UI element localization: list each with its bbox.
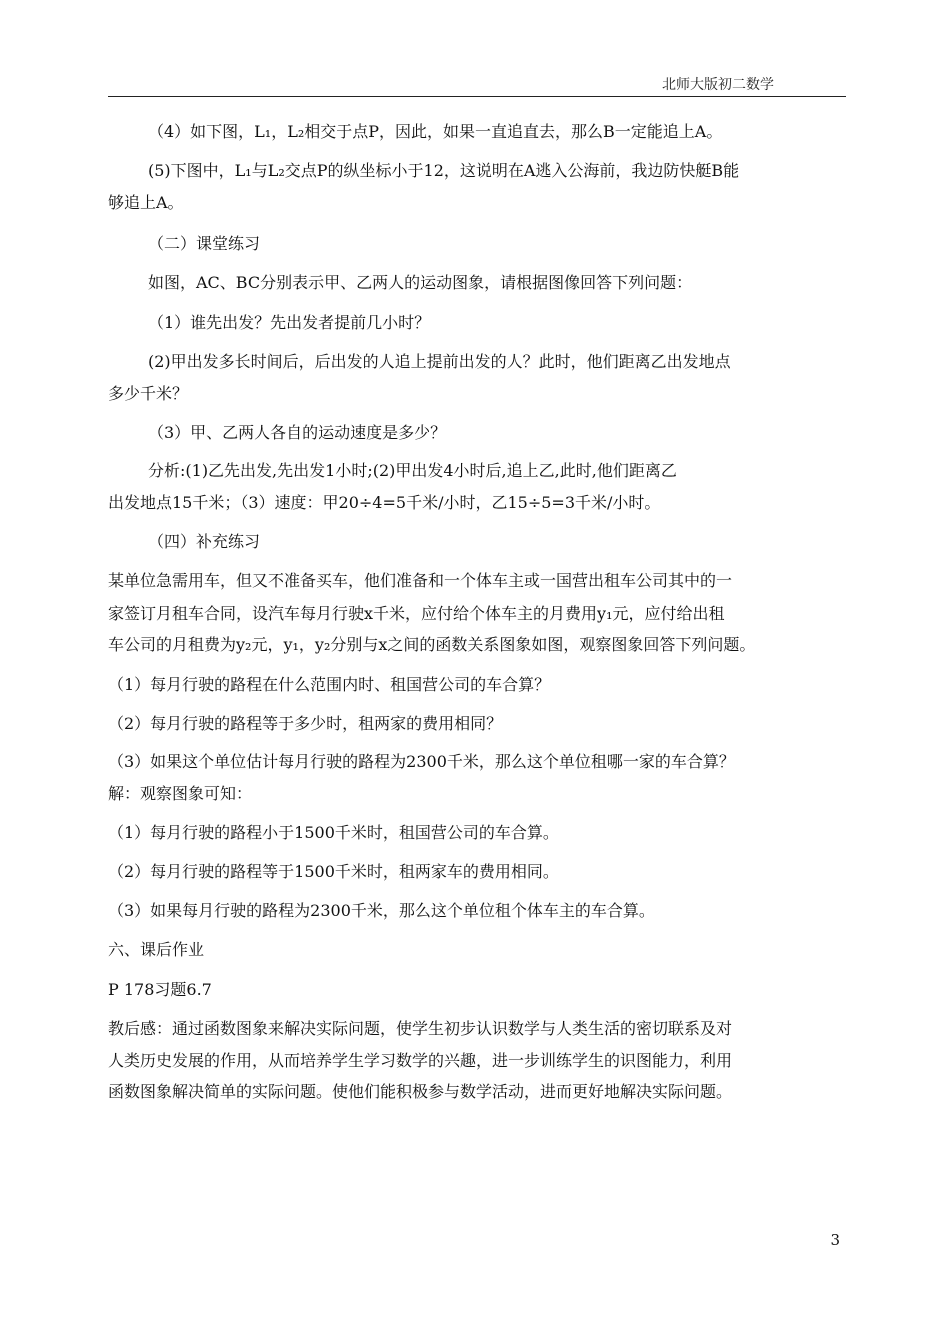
header-title: 北师大版初二数学 [662,77,774,93]
paragraph-line: 某单位急需用车，但又不准备买车，他们准备和一个体车主或一国营出租车公司其中的一 [108,571,733,590]
question-line: （3）甲、乙两人各自的运动速度是多少？ [148,423,447,442]
answer-line: （3）如果每月行驶的路程为2300千米，那么这个单位租个体车主的车合算。 [108,901,655,920]
paragraph-line: 家签订月租车合同，设汽车每月行驶x千米，应付给个体车主的月费用y₁元，应付给出租 [108,604,725,623]
section-heading: （四）补充练习 [148,532,261,551]
question-line: （1）每月行驶的路程在什么范围内时、租国营公司的车合算？ [108,675,551,694]
question-line: （1）谁先出发？先出发者提前几小时？ [148,313,431,332]
question-line: （2）每月行驶的路程等于多少时，租两家的费用相同？ [108,714,503,733]
answer-line: （1）每月行驶的路程小于1500千米时，租国营公司的车合算。 [108,823,559,842]
paragraph-line: 够追上A。 [108,193,184,212]
analysis-line: 出发地点15千米；（3）速度：甲20÷4=5千米/小时，乙15÷5=3千米/小时。 [108,493,661,512]
reflection-line: 人类历史发展的作用，从而培养学生学习数学的兴趣，进一步训练学生的识图能力，利用 [108,1051,733,1070]
page-header [108,70,846,97]
question-line: （3）如果这个单位估计每月行驶的路程为2300千米，那么这个单位租哪一家的车合算？ [108,752,735,771]
solution-heading: 解：观察图象可知： [108,784,253,803]
question-line: 多少千米？ [108,384,189,403]
section-heading: （二）课堂练习 [148,234,261,253]
paragraph-line: (5)下图中，L₁与L₂交点P的纵坐标小于12，这说明在A逃入公海前，我边防快艇B能 [148,161,740,180]
page-number: 3 [830,1231,840,1249]
paragraph-line: 如图，AC、BC分别表示甲、乙两人的运动图象，请根据图像回答下列问题： [148,273,693,292]
answer-line: （2）每月行驶的路程等于1500千米时，租两家车的费用相同。 [108,862,559,881]
homework-line: P 178习题6.7 [108,980,212,999]
paragraph-line: 车公司的月租费为y₂元，y₁，y₂分别与x之间的函数关系图象如图，观察图象回答下列问题。 [108,635,756,654]
question-line: (2)甲出发多长时间后，后出发的人追上提前出发的人？此时，他们距离乙出发地点 [148,352,731,371]
section-heading: 六、课后作业 [108,940,205,959]
analysis-line: 分析:(1)乙先出发,先出发1小时;(2)甲出发4小时后,追上乙,此时,他们距离乙 [148,461,677,480]
paragraph-line: （4）如下图，L₁，L₂相交于点P，因此，如果一直追直去，那么B一定能追上A。 [148,122,723,141]
reflection-line: 函数图象解决简单的实际问题。使他们能积极参与数学活动，进而更好地解决实际问题。 [108,1082,733,1101]
reflection-line: 教后感：通过函数图象来解决实际问题，使学生初步认识数学与人类生活的密切联系及对 [108,1019,733,1038]
